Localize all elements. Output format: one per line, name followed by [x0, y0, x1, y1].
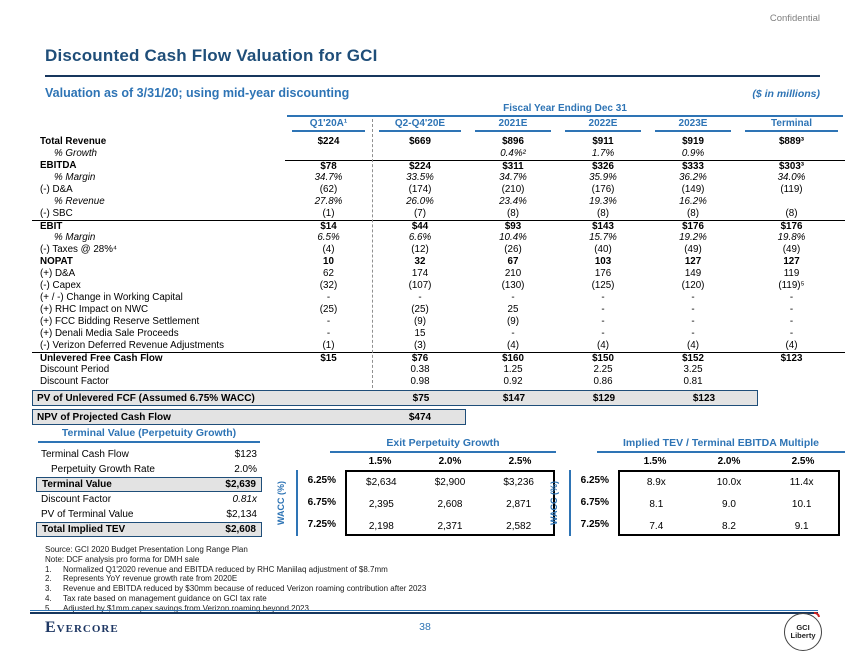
footnote-number: 2. — [45, 574, 52, 584]
cell-value: $896 — [502, 136, 524, 147]
tv-row-pv-of-terminal-value — [36, 507, 262, 522]
dcf-row-d-a — [32, 184, 845, 196]
footnote-number: 1. — [45, 564, 52, 574]
cell-value: (8) — [507, 208, 519, 219]
cell-value: (149) — [681, 184, 705, 195]
footer-divider — [30, 610, 818, 614]
dcf-row-discount-factor — [32, 376, 845, 388]
cell-value — [738, 376, 845, 388]
cell-value — [738, 364, 845, 376]
pv-value-2022: $129 — [592, 392, 616, 404]
sens-value-cell: 2,608 — [437, 499, 463, 510]
footnote-number: 4. — [45, 593, 52, 603]
dcf-row-ebit — [32, 220, 845, 232]
cell-value: (4) — [507, 340, 519, 351]
tv-row-total-implied-tev — [36, 522, 262, 537]
cell-value — [285, 364, 372, 376]
wacc-axis-label: WACC (%) — [276, 481, 286, 525]
npv-row-label: NPV of Projected Cash Flow — [37, 411, 171, 423]
tv-row-discount-factor — [36, 492, 262, 507]
row-label: EBITDA — [40, 160, 77, 171]
dcf-row-margin — [32, 172, 845, 184]
cell-value: 25 — [507, 304, 519, 315]
footnote-number: 5. — [45, 603, 52, 613]
cell-value: 0.92 — [503, 376, 523, 387]
actual-estimate-divider — [372, 119, 373, 388]
cell-value: 176 — [594, 268, 612, 279]
cell-value: (26) — [504, 244, 522, 255]
footnote-text: Tax rate based on management guidance on GCI tax rate — [63, 593, 267, 603]
sens-row-header: 6.25% — [307, 475, 336, 486]
cell-value: 103 — [594, 256, 612, 267]
cell-value: 34.0% — [777, 172, 806, 183]
terminal-value-rows — [36, 447, 262, 537]
cell-value: $303³ — [738, 160, 845, 173]
cell-value: (62) — [319, 184, 338, 195]
dcf-row-change-in-working-capital — [32, 292, 845, 304]
sens-value-cell: $2,634 — [366, 477, 397, 488]
cell-value: $14 — [320, 221, 337, 232]
cell-value: - — [789, 304, 794, 315]
cell-value: - — [789, 292, 794, 303]
sens-value-cell: 10.0x — [716, 477, 742, 488]
sens-value-cell: 2,395 — [368, 499, 394, 510]
cell-value: 0.38 — [410, 364, 430, 375]
footnote-text: Adjusted by $1mm capex savings from Verizon roaming beyond 2023 — [63, 603, 309, 613]
cell-value: 19.2% — [679, 232, 707, 243]
cell-value: (107) — [408, 280, 432, 291]
row-label: Discount Period — [40, 364, 110, 375]
cell-value: 19.8% — [777, 232, 806, 243]
sens-value-cell: 2,371 — [437, 521, 463, 532]
sens-col-header: 1.5% — [643, 456, 667, 467]
dcf-row-margin — [32, 232, 845, 244]
sens-row-header: 6.25% — [580, 475, 609, 486]
row-label: % Margin — [54, 232, 96, 243]
tv-row-value: $123 — [234, 449, 257, 460]
tv-row-value: 2.0% — [234, 464, 257, 475]
sens-value-cell: 9.1 — [794, 521, 809, 532]
cell-value: - — [601, 328, 605, 339]
cell-value: 0.4%² — [500, 148, 526, 159]
dcf-row-d-a — [32, 268, 845, 280]
cell-value: $919 — [682, 136, 704, 147]
cell-value: (40) — [594, 244, 612, 255]
tv-row-value: $2,134 — [226, 509, 257, 520]
cell-value: - — [418, 292, 422, 303]
valuation-subtitle: Valuation as of 3/31/20; using mid-year discounting — [45, 86, 350, 100]
cell-value: 0.98 — [410, 376, 430, 387]
cell-value: 36.2% — [679, 172, 707, 183]
cell-value: 119 — [783, 268, 800, 279]
footnote-text: Represents YoY revenue growth rate from 2020E — [63, 574, 238, 584]
cell-value: (4) — [322, 244, 335, 255]
cell-value: 10.4% — [499, 232, 527, 243]
sens-col-header: 2.5% — [791, 456, 815, 467]
row-label: Total Revenue — [40, 136, 107, 147]
cell-value: - — [326, 316, 331, 327]
cell-value: 2.25 — [593, 364, 613, 375]
column-header-spacer — [32, 118, 285, 132]
wacc-axis-line — [296, 470, 298, 536]
tv-row-label: Terminal Value — [42, 479, 112, 490]
cell-value: 127 — [684, 256, 702, 267]
npv-of-projected-cash-flow-row — [32, 409, 466, 425]
dcf-row-taxes-28 — [32, 244, 845, 256]
cell-value: (8) — [597, 208, 609, 219]
cell-value: 6.6% — [408, 232, 432, 243]
row-label: % Margin — [54, 172, 96, 183]
cell-value: (1) — [322, 208, 335, 219]
cell-value: $224 — [372, 160, 468, 173]
cell-value: (25) — [319, 304, 338, 315]
sens-value-cell: 8.2 — [722, 521, 736, 532]
cell-value: 15.7% — [589, 232, 617, 243]
implied-tev-multiple-values — [618, 470, 840, 536]
cell-value: (8) — [687, 208, 699, 219]
column-header-q2-q4-20e: Q2-Q4'20E — [372, 118, 468, 132]
cell-value: (176) — [591, 184, 615, 195]
dcf-row-verizon-deferred-revenue-adjustments — [32, 340, 845, 352]
tv-row-value: 0.81x — [232, 494, 257, 505]
dcf-row-revenue — [32, 196, 845, 208]
cell-value: $176 — [682, 221, 704, 232]
cell-value: - — [691, 292, 695, 303]
sens-value-cell: 8.9x — [646, 477, 666, 488]
cell-value: 0.9% — [681, 148, 705, 159]
cell-value: (119)⁵ — [778, 280, 805, 291]
sens-value-cell: 2,198 — [368, 521, 394, 532]
footnote-numbered — [45, 594, 745, 604]
row-label: (-) SBC — [40, 208, 73, 219]
sens-value-cell: 10.1 — [791, 499, 812, 510]
row-label: (+) RHC Impact on NWC — [40, 304, 149, 315]
wacc-axis-line — [569, 470, 571, 536]
row-label: EBIT — [40, 221, 63, 232]
cell-value: $311 — [468, 160, 558, 173]
dcf-row-fcc-bidding-reserve-settlement — [32, 316, 845, 328]
cell-value: 149 — [684, 268, 702, 279]
pv-value-q2q4: $75 — [412, 392, 430, 404]
dcf-row-discount-period — [32, 364, 845, 376]
cell-value: $93 — [504, 221, 522, 232]
row-label: (+) Denali Media Sale Proceeds — [40, 328, 179, 339]
footnote-text: Normalized Q1'2020 revenue and EBITDA reduced by RHC Maniilaq adjustment of $8.7mm — [63, 564, 388, 574]
cell-value: 34.7% — [314, 172, 343, 183]
dcf-row-unlevered-free-cash-flow — [32, 352, 845, 364]
cell-value: 3.25 — [683, 364, 703, 375]
cell-value: (210) — [501, 184, 525, 195]
cell-value: 15 — [414, 328, 426, 339]
row-label: (-) Verizon Deferred Revenue Adjustments — [40, 340, 225, 351]
row-label: Unlevered Free Cash Flow — [40, 353, 163, 364]
cell-value: - — [691, 316, 695, 327]
cell-value: 210 — [504, 268, 522, 279]
sens-value-cell: 9.0 — [722, 499, 736, 510]
row-label: (+ / -) Change in Working Capital — [40, 292, 183, 303]
cell-value — [285, 148, 372, 160]
cell-value: - — [326, 328, 331, 339]
cell-value: 33.5% — [406, 172, 434, 183]
dcf-row-sbc — [32, 208, 845, 220]
confidential-label: Confidential — [769, 13, 820, 24]
dcf-row-rhc-impact-on-nwc — [32, 304, 845, 316]
sens-value-cell: 2,582 — [506, 521, 532, 532]
cell-value: $78 — [285, 160, 372, 173]
row-label: (-) D&A — [40, 184, 73, 195]
cell-value: 19.3% — [589, 196, 617, 207]
cell-value — [738, 196, 845, 208]
footnote-text: Revenue and EBITDA reduced by $30mm because of reduced Verizon roaming contribution after 2023 — [63, 584, 427, 594]
column-header-2023e: 2023E — [648, 118, 738, 132]
cell-value — [372, 148, 468, 160]
dcf-table — [32, 136, 845, 388]
sens-row-header: 6.75% — [580, 497, 609, 508]
cell-value: - — [511, 292, 515, 303]
implied-tev-multiple-col-headers — [618, 456, 840, 467]
cell-value: $44 — [411, 221, 429, 232]
cell-value: (1) — [322, 340, 335, 351]
cell-value: (12) — [411, 244, 429, 255]
sens-value-cell: 8.1 — [649, 499, 664, 510]
cell-value: (4) — [785, 340, 798, 351]
fiscal-year-group-header: Fiscal Year Ending Dec 31 — [287, 103, 843, 117]
terminal-value-table-title: Terminal Value (Perpetuity Growth) — [38, 427, 260, 443]
cell-value: 16.2% — [679, 196, 707, 207]
implied-tev-multiple-row-headers — [573, 470, 615, 536]
column-header-q1-20a: Q1'20A¹ — [285, 118, 372, 132]
dcf-row-ebitda — [32, 160, 845, 172]
footnotes — [45, 545, 745, 614]
sens-row-header: 7.25% — [580, 519, 609, 530]
cell-value: (8) — [785, 208, 798, 219]
footnote-number: 3. — [45, 584, 52, 594]
cell-value: 127 — [783, 256, 800, 267]
sens-value-cell: 2,871 — [506, 499, 532, 510]
cell-value: 32 — [414, 256, 426, 267]
cell-value: 26.0% — [406, 196, 434, 207]
footnote-numbered — [45, 584, 745, 594]
row-label: Discount Factor — [40, 376, 109, 387]
cell-value: $160 — [502, 353, 524, 364]
footnote-line: Source: GCI 2020 Budget Presentation Long Range Plan — [45, 545, 248, 554]
cell-value: $143 — [592, 221, 614, 232]
cell-value: - — [789, 328, 794, 339]
pv-of-unlevered-fcf-row — [32, 390, 758, 406]
cell-value: (125) — [591, 280, 615, 291]
cell-value: - — [691, 328, 695, 339]
row-label: (+) FCC Bidding Reserve Settlement — [40, 316, 200, 327]
cell-value: 0.81 — [683, 376, 703, 387]
tv-row-label: Total Implied TEV — [42, 524, 126, 535]
cell-value — [285, 376, 372, 388]
cell-value: $669 — [409, 136, 431, 147]
row-label: % Revenue — [54, 196, 105, 207]
sens-value-cell: 7.4 — [649, 521, 664, 532]
footnote-numbered — [45, 574, 745, 584]
cell-value: $150 — [592, 353, 614, 364]
sens-row-header: 7.25% — [307, 519, 336, 530]
cell-value: 67 — [507, 256, 519, 267]
cell-value: - — [326, 292, 331, 303]
cell-value: - — [601, 316, 605, 327]
tv-row-perpetuity-growth-rate — [36, 462, 262, 477]
cell-value: (9) — [507, 316, 519, 327]
pv-value-2023: $123 — [692, 392, 716, 404]
page-title: Discounted Cash Flow Valuation for GCI — [45, 46, 378, 65]
implied-tev-multiple-title: Implied TEV / Terminal EBITDA Multiple — [597, 437, 845, 453]
tv-row-value: $2,639 — [225, 479, 256, 490]
cell-value: (32) — [319, 280, 338, 291]
tv-row-label: Terminal Cash Flow — [41, 449, 129, 460]
cell-value: 34.7% — [499, 172, 527, 183]
cell-value: 1.25 — [503, 364, 523, 375]
tv-row-label: PV of Terminal Value — [41, 509, 134, 520]
cell-value: - — [601, 292, 605, 303]
cell-value: - — [511, 328, 515, 339]
cell-value — [738, 148, 845, 160]
gci-logo-line1: GCI — [796, 622, 810, 632]
wacc-axis-label: WACC (%) — [549, 481, 559, 525]
npv-value: $474 — [408, 411, 432, 423]
cell-value: $123 — [780, 353, 803, 364]
row-label: (-) Taxes @ 28%⁴ — [40, 244, 118, 255]
sens-value-cell: $3,236 — [503, 477, 534, 488]
cell-value: (120) — [681, 280, 705, 291]
pv-value-2021: $147 — [502, 392, 526, 404]
cell-value: (9) — [414, 316, 426, 327]
gci-logo-line2: Liberty — [790, 631, 816, 640]
footnote-numbered — [45, 565, 745, 575]
title-divider — [45, 75, 820, 77]
row-label: % Growth — [54, 148, 98, 159]
cell-value: (25) — [411, 304, 429, 315]
exit-perpetuity-growth-row-headers — [300, 470, 342, 536]
tv-row-terminal-value — [36, 477, 262, 492]
gci-liberty-logo — [784, 613, 822, 651]
exit-perpetuity-growth-col-headers — [345, 456, 555, 467]
cell-value: - — [601, 304, 605, 315]
cell-value: $333 — [648, 160, 738, 173]
cell-value: $152 — [682, 353, 704, 364]
cell-value: (49) — [684, 244, 702, 255]
cell-value: $15 — [320, 353, 337, 364]
units-note: ($ in millions) — [752, 88, 820, 100]
cell-value: 174 — [411, 268, 429, 279]
cell-value: 1.7% — [591, 148, 615, 159]
column-header-2021e: 2021E — [468, 118, 558, 132]
exit-perpetuity-growth-title: Exit Perpetuity Growth — [330, 437, 556, 453]
sens-col-header: 2.5% — [508, 456, 532, 467]
sens-row-header: 6.75% — [307, 497, 336, 508]
cell-value: 10 — [323, 256, 334, 267]
tv-row-value: $2,608 — [225, 524, 256, 535]
cell-value: $176 — [780, 221, 803, 232]
cell-value: (130) — [501, 280, 525, 291]
cell-value: $889³ — [778, 136, 805, 147]
dcf-row-capex — [32, 280, 845, 292]
pv-row-label: PV of Unlevered FCF (Assumed 6.75% WACC) — [37, 392, 255, 404]
cell-value: (119) — [780, 184, 803, 195]
tv-row-label: Perpetuity Growth Rate — [51, 464, 155, 475]
footnote-line: Note: DCF analysis pro forma for DMH sale — [45, 554, 200, 564]
exit-perpetuity-growth-values — [345, 470, 555, 536]
sens-col-header: 2.0% — [717, 456, 741, 467]
page-number: 38 — [419, 621, 431, 633]
dcf-row-growth — [32, 148, 845, 160]
row-label: NOPAT — [40, 256, 73, 267]
cell-value: - — [691, 304, 695, 315]
cell-value: 35.9% — [589, 172, 617, 183]
dcf-row-denali-media-sale-proceeds — [32, 328, 845, 340]
column-headers — [32, 118, 845, 132]
sens-value-cell: 11.4x — [789, 477, 814, 488]
cell-value: 62 — [323, 268, 334, 279]
sens-col-header: 1.5% — [368, 456, 392, 467]
cell-value: (4) — [687, 340, 699, 351]
cell-value: 0.86 — [593, 376, 613, 387]
row-label: (-) Capex — [40, 280, 81, 291]
cell-value: (174) — [408, 184, 432, 195]
cell-value: 23.4% — [499, 196, 527, 207]
cell-value: $326 — [558, 160, 648, 173]
cell-value: $224 — [317, 136, 340, 147]
evercore-logo: Evercore — [45, 619, 119, 636]
cell-value: (3) — [414, 340, 426, 351]
dcf-row-nopat — [32, 256, 845, 268]
cell-value: (49) — [782, 244, 801, 255]
tv-row-label: Discount Factor — [41, 494, 112, 505]
cell-value: (4) — [597, 340, 609, 351]
cell-value: $911 — [592, 136, 614, 147]
cell-value: (7) — [414, 208, 426, 219]
cell-value: 27.8% — [314, 196, 343, 207]
tv-row-terminal-cash-flow — [36, 447, 262, 462]
column-header-terminal: Terminal — [738, 118, 845, 132]
sens-col-header: 2.0% — [438, 456, 462, 467]
terminal-value-table — [36, 427, 262, 537]
row-label: (+) D&A — [40, 268, 76, 279]
dcf-row-total-revenue — [32, 136, 845, 148]
column-header-2022e: 2022E — [558, 118, 648, 132]
sens-value-cell: $2,900 — [434, 477, 466, 488]
cell-value: - — [789, 316, 794, 327]
cell-value: $76 — [411, 353, 429, 364]
cell-value: 6.5% — [317, 232, 340, 243]
